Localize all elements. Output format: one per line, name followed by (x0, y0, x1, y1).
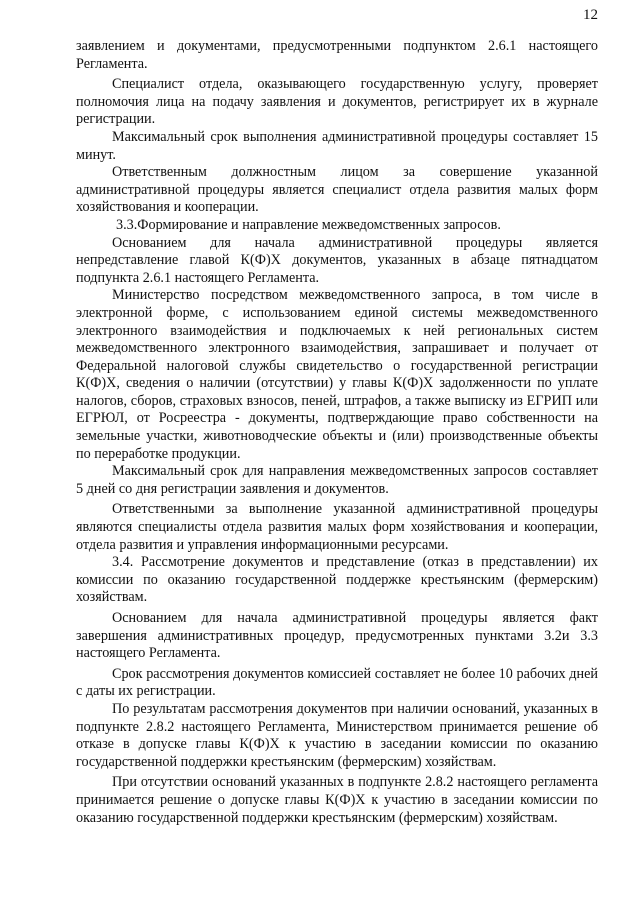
paragraph-responsible-specialists: Ответственными за выполнение указанной административной процедуры являются специалисты отдела развития малых форм хозяйствования и кооперации, отдела развития и управления информационными ресурсами. (76, 501, 598, 553)
paragraph-continuation: заявлением и документами, предусмотренными подпунктом 2.6.1 настоящего Регламента. (76, 38, 598, 72)
paragraph-specialist-checks: Специалист отдела, оказывающего государственную услугу, проверяет полномочия лица на подачу заявления и документов, регистрирует их в журнале регистрации. (76, 76, 598, 128)
paragraph-ministry-request: Министерство посредством межведомственного запроса, в том числе в электронной форме, с использованием единой системы межведомственного электронного взаимодействия и подключаемых к ней региональных систем межведомственного электронного взаимодействия, запрашивает и получает от Федеральной налоговой службы свидетельство о государственной регистрации К(Ф)Х, сведения о наличии (отсутствии) у главы К(Ф)Х задолженности по уплате налогов, сборов, страховых взносов, пеней, штрафов, а также выписку из ЕГРИП или ЕГРЮЛ, от Росреестра - документы, подтверждающие право собственности на земельные участки, животноводческие объекты и (или) производственные объекты по переработке продукции. (76, 287, 598, 462)
page-number: 12 (583, 7, 598, 23)
section-heading-3-4: 3.4. Рассмотрение документов и представление (отказ в представлении) их комиссии по оказанию государственной поддержке крестьянским (фермерским) хозяйствам. (76, 554, 598, 606)
paragraph-responsible-official: Ответственным должностным лицом за совершение указанной административной процедуры является специалист отдела развития малых форм хозяйствования и кооперации. (76, 164, 598, 216)
paragraph-basis-3-3: Основанием для начала административной процедуры является непредставление главой К(Ф)Х документов, указанных в абзаце пятнадцатом подпункта 2.6.1 настоящего Регламента. (76, 234, 598, 286)
paragraph-max-time-5-days: Максимальный срок для направления межведомственных запросов составляет 5 дней со дня регистрации заявления и документов. (76, 463, 598, 497)
paragraph-basis-3-4: Основанием для начала административной процедуры является факт завершения административных процедур, предусмотренных пунктами 3.2и 3.3 настоящего Регламента. (76, 610, 598, 662)
document-body (76, 38, 598, 827)
paragraph-review-term: Срок рассмотрения документов комиссией составляет не более 10 рабочих дней с даты их регистрации. (76, 665, 598, 700)
paragraph-refusal-decision: По результатам рассмотрения документов при наличии оснований, указанных в подпункте 2.8.2 настоящего Регламента, Министерством принимается решение об отказе в допуске главы К(Ф)Х к участию в заседании комиссии по оказанию государственной поддержки крестьянским (фермерским) хозяйствам. (76, 700, 598, 770)
paragraph-admission-decision: При отсутствии оснований указанных в подпункте 2.8.2 настоящего регламента принимается решение о допуске главы К(Ф)Х к участию в заседании комиссии по оказанию государственной поддержки крестьянским (фермерским) хозяйствам. (76, 774, 598, 826)
paragraph-max-time-15: Максимальный срок выполнения административной процедуры составляет 15 минут. (76, 128, 598, 163)
section-heading-3-3: 3.3.Формирование и направление межведомственных запросов. (116, 216, 501, 233)
